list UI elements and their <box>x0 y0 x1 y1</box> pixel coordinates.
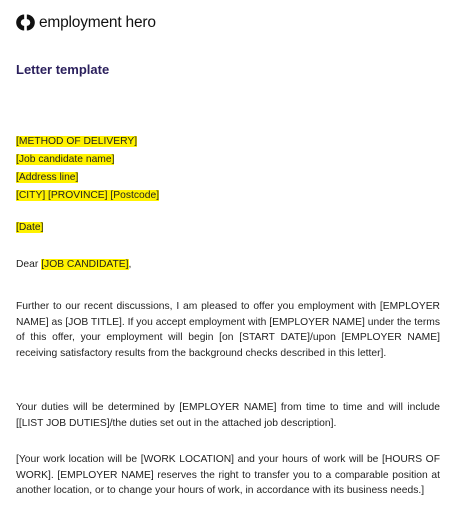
city-province-postcode: [CITY] [PROVINCE] [Postcode] <box>16 190 160 201</box>
brand-name: employment hero <box>39 13 156 31</box>
address-line <box>16 187 159 205</box>
employment-hero-logo-icon <box>16 13 35 32</box>
address-line <box>16 151 159 169</box>
candidate-name: [Job candidate name] <box>16 154 115 165</box>
offer-paragraph: Further to our recent discussions, I am pleased to offer you employment with [EMPLOYER NAME] as [JOB TITLE]. If you accept employment with [EMPLOYER NAME] under the terms of this offer, your employment will begin [on [START DATE]/upon [EMPLOYER NAME] receiving satisfactory results from the background checks described in this letter]. <box>16 301 440 360</box>
salutation-name: [JOB CANDIDATE] <box>41 259 129 270</box>
duties-paragraph: Your duties will be determined by [EMPLOYER NAME] from time to time and will include [[LIST JOB DUTIES]/the duties set out in the attached job description]. <box>16 402 440 429</box>
brand-logo <box>16 13 156 32</box>
letter-date: [Date] <box>16 222 44 233</box>
street-address: [Address line] <box>16 172 79 183</box>
salutation <box>16 259 131 270</box>
salutation-suffix: , <box>128 259 132 270</box>
document-title: Letter template <box>16 62 110 77</box>
work-location-paragraph: [Your work location will be [WORK LOCATION] and your hours of work will be [HOURS OF WORK]. [EMPLOYER NAME] reserves the right to transfer you to a comparable position at another location, or to change your hours of work, in accordance with its business needs.] <box>16 454 440 497</box>
address-block <box>16 133 159 205</box>
salutation-prefix: Dear <box>16 259 42 270</box>
date-line <box>16 222 43 233</box>
address-line <box>16 133 159 151</box>
delivery-method: [METHOD OF DELIVERY] <box>16 136 138 147</box>
address-line <box>16 169 159 187</box>
